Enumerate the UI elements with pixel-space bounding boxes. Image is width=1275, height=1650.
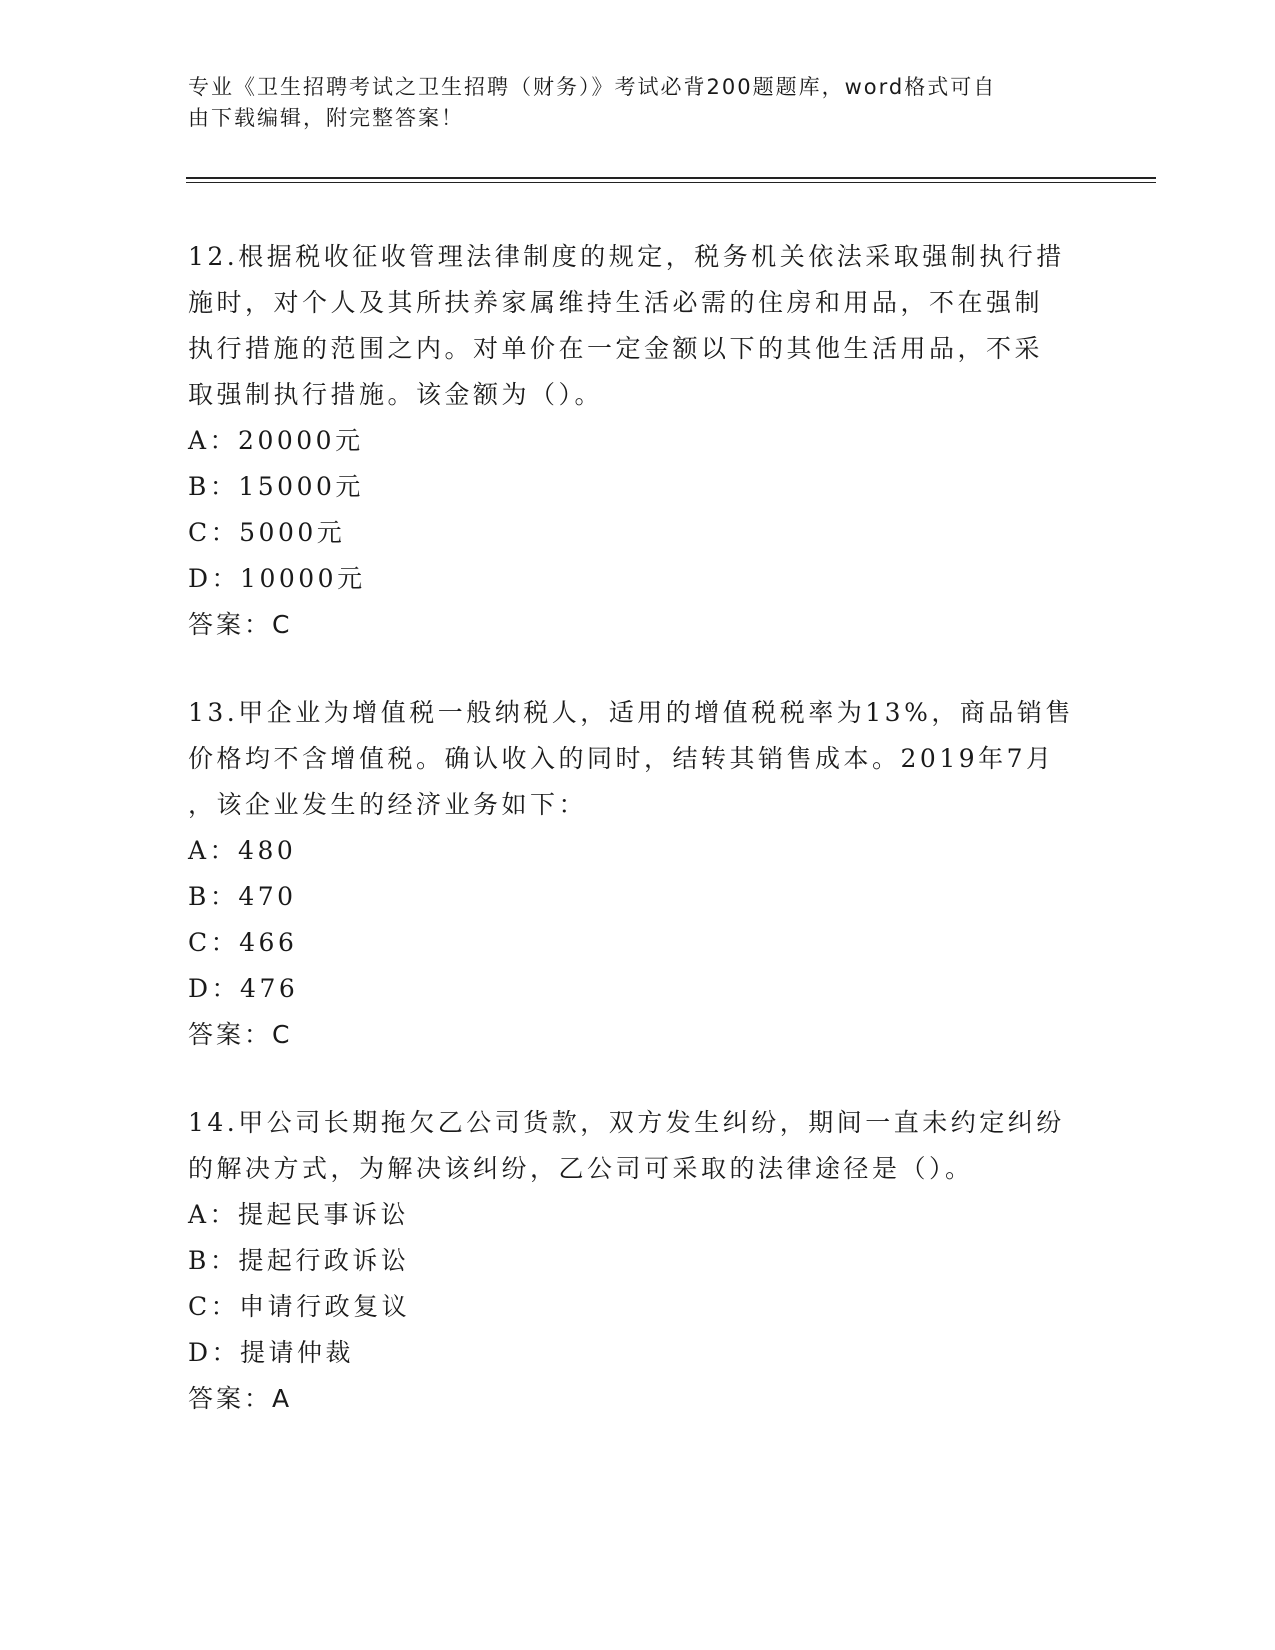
- answer-line: 答案：C: [188, 1020, 293, 1049]
- answer-line: 答案：A: [188, 1384, 293, 1413]
- question-text: [188, 1100, 1088, 1192]
- question-12: [188, 234, 1088, 648]
- option-b: B：提起行政诉讼: [188, 1246, 410, 1275]
- option-b: B：470: [188, 882, 297, 911]
- question-text: [188, 690, 1088, 828]
- header-divider-thick: [186, 177, 1156, 179]
- question-line: 12.根据税收征收管理法律制度的规定，税务机关依法采取强制执行措: [188, 242, 1065, 271]
- option-c: C：466: [188, 928, 298, 957]
- question-13: [188, 690, 1088, 1058]
- option-c: C：申请行政复议: [188, 1292, 411, 1321]
- option-d: D：10000元: [188, 564, 366, 593]
- header-line-1: 专业《卫生招聘考试之卫生招聘（财务）》考试必背200题题库，word格式可自: [188, 75, 997, 99]
- question-line: 执行措施的范围之内。对单价在一定金额以下的其他生活用品，不采: [188, 334, 1044, 363]
- option-d: D：476: [188, 974, 299, 1003]
- header-divider-thin: [186, 182, 1156, 183]
- question-line: 价格均不含增值税。确认收入的同时，结转其销售成本。2019年7月: [188, 744, 1055, 773]
- answer-line: 答案：C: [188, 610, 293, 639]
- option-a: A：20000元: [188, 426, 364, 455]
- question-line: 13.甲企业为增值税一般纳税人，适用的增值税税率为13%，商品销售: [188, 698, 1074, 727]
- question-14: [188, 1100, 1088, 1422]
- question-text: [188, 234, 1088, 418]
- document-header: [188, 72, 1088, 134]
- option-a: A：提起民事诉讼: [188, 1200, 410, 1229]
- option-b: B：15000元: [188, 472, 364, 501]
- option-c: C：5000元: [188, 518, 346, 547]
- question-line: ，该企业发生的经济业务如下：: [188, 790, 588, 819]
- header-line-2: 由下载编辑，附完整答案！: [188, 106, 464, 130]
- question-line: 14.甲公司长期拖欠乙公司货款，双方发生纠纷，期间一直未约定纠纷: [188, 1108, 1065, 1137]
- question-line: 的解决方式，为解决该纠纷，乙公司可采取的法律途径是（）。: [188, 1154, 974, 1183]
- option-a: A：480: [188, 836, 297, 865]
- option-d: D：提请仲裁: [188, 1338, 355, 1367]
- question-line: 施时，对个人及其所扶养家属维持生活必需的住房和用品，不在强制: [188, 288, 1044, 317]
- question-line: 取强制执行措施。该金额为（）。: [188, 380, 604, 409]
